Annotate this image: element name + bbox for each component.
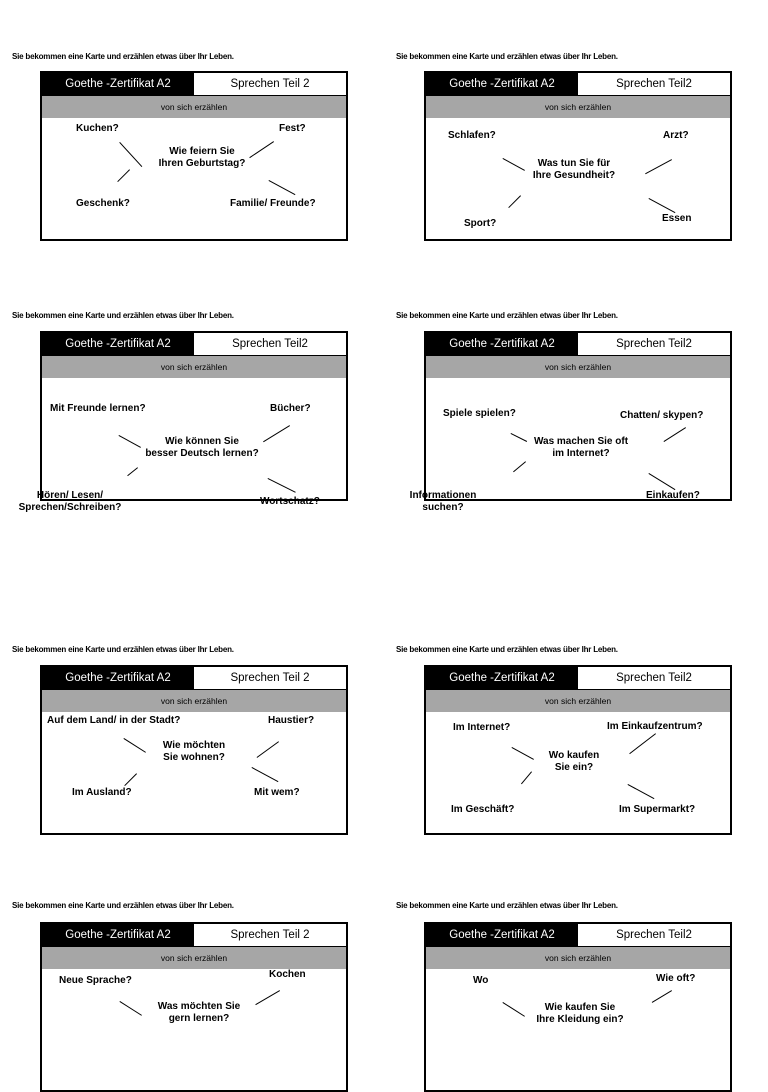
card-header	[42, 667, 346, 690]
connector-line	[124, 773, 137, 786]
prompt-top-left	[453, 722, 510, 734]
prompt-top-left	[59, 975, 132, 987]
central-question-line: Wo kaufen	[548, 750, 600, 761]
prompt-bottom-right-line: Im Supermarkt?	[619, 804, 696, 815]
exam-title: Goethe -Zertifikat A2	[42, 333, 194, 355]
prompt-top-left-line: Im Internet?	[453, 722, 511, 733]
prompt-top-left	[76, 123, 119, 135]
central-question-line: Was möchten Sie	[157, 1001, 241, 1012]
connector-line	[628, 784, 654, 799]
card-header	[42, 924, 346, 947]
card-body	[42, 712, 346, 834]
card-body	[42, 969, 346, 1091]
prompt-top-right	[620, 410, 703, 422]
prompt-top-right-line: Arzt?	[663, 130, 689, 141]
exam-part: Sprechen Teil2	[616, 929, 692, 941]
exam-part: Sprechen Teil 2	[230, 78, 310, 90]
card-header	[426, 924, 730, 947]
card-header	[426, 333, 730, 356]
prompt-top-right	[270, 403, 311, 415]
card-instruction: Sie bekommen eine Karte und erzählen etwas über Ihr Leben.	[12, 645, 234, 654]
prompt-top-left-line: Neue Sprache?	[59, 975, 132, 986]
card-subheader: von sich erzählen	[42, 690, 346, 712]
prompt-top-right-line: Chatten/ skypen?	[620, 410, 704, 421]
central-question-line: Sie wohnen?	[163, 752, 225, 763]
central-question-line: Sie ein?	[554, 762, 594, 773]
card-subheader: von sich erzählen	[42, 96, 346, 118]
card-instruction: Sie bekommen eine Karte und erzählen etwas über Ihr Leben.	[12, 52, 234, 61]
prompt-top-right	[279, 123, 306, 135]
prompt-bottom-right	[662, 213, 691, 225]
prompt-bottom-left	[72, 787, 132, 799]
central-question	[534, 436, 628, 460]
prompt-top-right	[268, 715, 314, 727]
prompt-top-left-line: Mit Freunde lernen?	[50, 403, 146, 414]
prompt-bottom-right-line: Einkaufen?	[646, 490, 700, 501]
prompt-top-left-line: Wo	[473, 975, 489, 986]
central-question-line: Ihre Kleidung ein?	[536, 1014, 624, 1025]
central-question-line: besser Deutsch lernen?	[145, 448, 259, 459]
card-body	[18, 378, 346, 513]
central-question-line: Wie können Sie	[165, 436, 239, 447]
prompt-top-left	[443, 408, 516, 420]
prompt-top-right	[269, 969, 306, 981]
prompt-top-right-line: Fest?	[279, 123, 306, 134]
connector-line	[663, 427, 686, 442]
prompt-top-left	[448, 130, 496, 142]
connector-line	[249, 141, 274, 158]
prompt-top-right	[656, 973, 695, 985]
card-header	[426, 667, 730, 690]
speaking-card	[424, 71, 732, 241]
prompt-bottom-left	[76, 198, 130, 210]
connector-line	[269, 180, 295, 195]
exam-title: Goethe -Zertifikat A2	[426, 667, 578, 689]
card-header	[42, 73, 346, 96]
card-subheader: von sich erzählen	[42, 947, 346, 969]
exam-part: Sprechen Teil2	[616, 78, 692, 90]
prompt-top-right	[607, 721, 703, 733]
prompt-top-right-line: Im Einkaufzentrum?	[607, 721, 703, 732]
central-question	[158, 1001, 240, 1025]
card-instruction: Sie bekommen eine Karte und erzählen etwas über Ihr Leben.	[396, 645, 618, 654]
connector-line	[502, 1002, 525, 1017]
exam-part: Sprechen Teil 2	[230, 929, 310, 941]
exam-title: Goethe -Zertifikat A2	[42, 73, 194, 95]
speaking-card	[409, 331, 732, 513]
central-question-line: Wie kaufen Sie	[544, 1002, 616, 1013]
card-instruction: Sie bekommen eine Karte und erzählen etwas über Ihr Leben.	[396, 901, 618, 910]
prompt-bottom-right-line: Familie/ Freunde?	[230, 198, 316, 209]
card-subheader: von sich erzählen	[426, 96, 730, 118]
connector-line	[513, 461, 526, 472]
exam-title: Goethe -Zertifikat A2	[426, 333, 578, 355]
exam-part: Sprechen Teil2	[616, 338, 692, 350]
prompt-bottom-left-line: Sport?	[464, 218, 497, 229]
card-body	[426, 118, 730, 240]
prompt-bottom-left-line: suchen?	[422, 502, 464, 513]
connector-line	[511, 433, 527, 442]
speaking-card	[40, 71, 348, 241]
speaking-card	[18, 331, 348, 513]
central-question-line: im Internet?	[552, 448, 610, 459]
card-subheader: von sich erzählen	[426, 690, 730, 712]
card-subheader: von sich erzählen	[42, 356, 346, 378]
connector-line	[648, 473, 675, 490]
exam-title: Goethe -Zertifikat A2	[426, 924, 578, 946]
card-instruction: Sie bekommen eine Karte und erzählen etwas über Ihr Leben.	[12, 311, 234, 320]
exam-part: Sprechen Teil 2	[230, 672, 310, 684]
speaking-card	[424, 665, 732, 835]
prompt-bottom-left	[19, 490, 122, 514]
prompt-bottom-right	[619, 804, 695, 816]
connector-line	[119, 435, 141, 448]
connector-line	[503, 158, 525, 171]
connector-line	[123, 738, 146, 753]
central-question	[159, 146, 246, 170]
card-body	[426, 712, 730, 834]
connector-line	[256, 741, 279, 758]
prompt-bottom-left-line: Informationen	[409, 490, 477, 501]
prompt-bottom-left-line: Im Ausland?	[72, 787, 132, 798]
card-instruction: Sie bekommen eine Karte und erzählen etwas über Ihr Leben.	[12, 901, 234, 910]
prompt-bottom-right	[230, 198, 316, 210]
prompt-bottom-left-line: Im Geschäft?	[451, 804, 515, 815]
connector-line	[263, 425, 290, 442]
exam-part: Sprechen Teil2	[232, 338, 308, 350]
card-body	[409, 378, 730, 513]
prompt-bottom-right	[260, 496, 320, 508]
prompt-top-left-line: Kuchen?	[76, 123, 119, 134]
speaking-card	[40, 665, 348, 835]
prompt-top-right	[663, 130, 689, 142]
prompt-top-right-line: Haustier?	[268, 715, 315, 726]
prompt-top-right-line: Bücher?	[270, 403, 311, 414]
prompt-top-left	[473, 975, 488, 987]
prompt-bottom-right	[254, 787, 300, 799]
prompt-top-left	[50, 403, 146, 415]
central-question	[145, 436, 258, 460]
prompt-bottom-left-line: Hören/ Lesen/	[36, 490, 104, 501]
prompt-bottom-left	[410, 490, 477, 514]
card-header	[426, 73, 730, 96]
speaking-card	[424, 922, 732, 1092]
prompt-top-left-line: Spiele spielen?	[443, 408, 516, 419]
card-instruction: Sie bekommen eine Karte und erzählen etwas über Ihr Leben.	[396, 311, 618, 320]
connector-line	[521, 771, 532, 784]
speaking-card	[40, 922, 348, 1092]
central-question-line: Was machen Sie oft	[533, 436, 629, 447]
connector-line	[512, 747, 534, 760]
connector-line	[651, 990, 672, 1003]
connector-line	[649, 198, 675, 213]
prompt-bottom-right-line: Essen	[662, 213, 692, 224]
connector-line	[629, 733, 656, 754]
central-question-line: Wie feiern Sie	[169, 146, 235, 157]
central-question	[549, 750, 599, 774]
prompt-bottom-left-line: Sprechen/Schreiben?	[18, 502, 122, 513]
connector-line	[252, 767, 278, 782]
central-question-line: Ihre Gesundheit?	[532, 170, 616, 181]
prompt-top-left	[47, 715, 180, 727]
connector-line	[117, 169, 130, 182]
prompt-bottom-right-line: Mit wem?	[254, 787, 300, 798]
connector-line	[268, 478, 296, 493]
prompt-bottom-left	[464, 218, 496, 230]
prompt-top-left-line: Auf dem Land/ in der Stadt?	[47, 715, 181, 726]
connector-line	[508, 195, 521, 208]
central-question	[163, 740, 225, 764]
connector-line	[646, 159, 672, 174]
exam-title: Goethe -Zertifikat A2	[426, 73, 578, 95]
connector-line	[255, 990, 280, 1005]
exam-title: Goethe -Zertifikat A2	[42, 924, 194, 946]
central-question	[533, 158, 615, 182]
central-question-line: gern lernen?	[168, 1013, 230, 1024]
exam-title: Goethe -Zertifikat A2	[42, 667, 194, 689]
card-subheader: von sich erzählen	[426, 947, 730, 969]
prompt-bottom-right	[646, 490, 700, 502]
connector-line	[119, 142, 142, 167]
prompt-bottom-left-line: Geschenk?	[76, 198, 130, 209]
central-question-line: Wie möchten	[162, 740, 226, 751]
prompt-top-right-line: Kochen	[269, 969, 306, 980]
card-body	[42, 118, 346, 240]
exam-part: Sprechen Teil2	[616, 672, 692, 684]
central-question	[536, 1002, 623, 1026]
card-subheader: von sich erzählen	[426, 356, 730, 378]
prompt-bottom-left	[451, 804, 514, 816]
card-instruction: Sie bekommen eine Karte und erzählen etwas über Ihr Leben.	[396, 52, 618, 61]
card-body	[426, 969, 730, 1091]
connector-line	[119, 1001, 142, 1016]
central-question-line: Ihren Geburtstag?	[158, 158, 246, 169]
prompt-top-right-line: Wie oft?	[656, 973, 696, 984]
connector-line	[127, 467, 138, 476]
prompt-bottom-right-line: Wortschatz?	[260, 496, 320, 507]
prompt-top-left-line: Schlafen?	[448, 130, 496, 141]
card-header	[42, 333, 346, 356]
central-question-line: Was tun Sie für	[537, 158, 611, 169]
